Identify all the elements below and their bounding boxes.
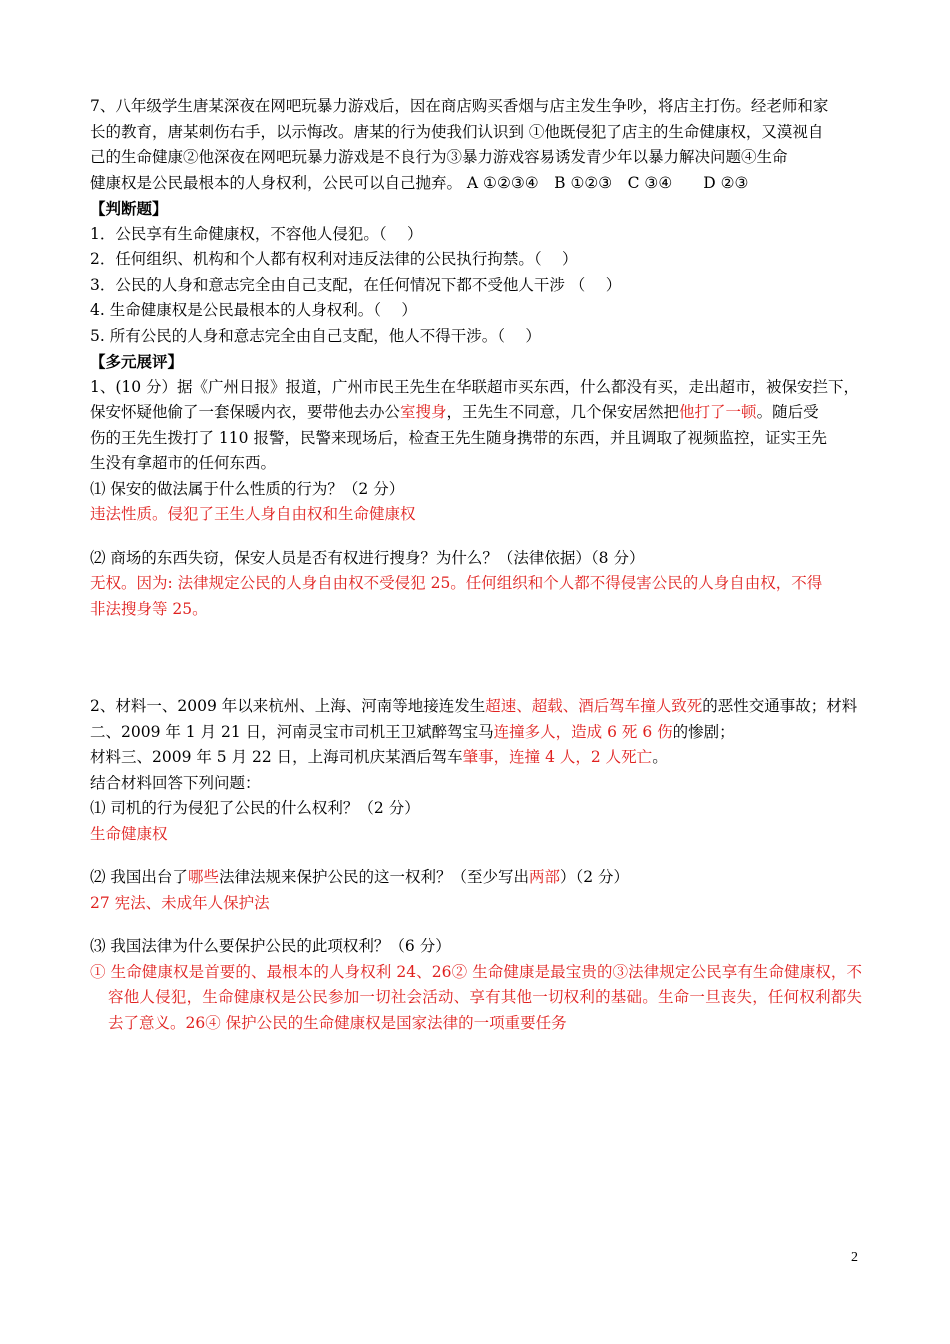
m1-highlight-search: 室搜身: [400, 403, 447, 421]
m2-line-3-text-c: 。: [652, 748, 668, 766]
q7-line-4: 健康权是公民最根本的人身权利，公民可以自己抛弃。 A ①②③④ B ①②③ C ③④ D ②③: [90, 173, 749, 192]
m2-question-2-text-c: 法律法规来保护公民的这一权利？（至少写出: [218, 868, 529, 886]
m2-line-1: [90, 694, 862, 720]
m2-line-4: 结合材料回答下列问题：: [90, 773, 261, 792]
m1-line-4: 生没有拿超市的任何东西。: [90, 454, 277, 472]
judge-item-4: 4. 生命健康权是公民最根本的人身权利。（ ）: [90, 301, 417, 319]
page-number: 2: [851, 1250, 858, 1265]
m2-highlight-accident: 肇事，连撞 4 人，2 人死亡: [462, 748, 653, 766]
m2-question-2: [90, 865, 862, 891]
q7-line-1: 7、八年级学生唐某深夜在网吧玩暴力游戏后，因在商店购买香烟与店主发生争吵，将店主打伤。经老师和家: [90, 97, 829, 115]
judge-item-1: 1．公民享有生命健康权，不容他人侵犯。（ ）: [90, 224, 423, 243]
m1-question-2: ⑵ 商场的东西失窃，保安人员是否有权进行搜身？为什么？（法律依据）（8 分）: [90, 548, 645, 567]
spacer: [90, 528, 862, 546]
judge-item-5: 5. 所有公民的人身和意志完全由自己支配，他人不得干涉。（ ）: [90, 326, 541, 345]
m2-highlight-causes: 超速、超载、酒后驾车撞人致死: [485, 697, 703, 715]
m1-line-1: 1、(10 分）据《广州日报》报道，广州市民王先生在华联超市买东西，什么都没有买，走出超市，被保安拦下，: [90, 377, 860, 396]
m2-line-2-text-c: 的惨剧；: [672, 722, 735, 741]
m1-line-2-text-c: ，王先生不同意，几个保安居然把: [446, 403, 680, 421]
m1-answer-2-line-1: 无权。因为: 法律规定公民的人身自由权不受侵犯 25。任何组织和个人都不得侵害公民的人身自由权，不得: [90, 574, 823, 592]
judge-heading: 【判断题】: [90, 199, 168, 218]
spacer: [90, 916, 862, 934]
m2-line-1-text-a: 2、材料一、2009 年以来杭州、上海、河南等地接连发生: [90, 697, 486, 715]
q7-line-2: 长的教育，唐某刺伤右手，以示悔改。唐某的行为使我们认识到 ①他既侵犯了店主的生命健康权，又漠视自: [90, 122, 824, 141]
spacer: [90, 847, 862, 865]
m1-question-1: ⑴ 保安的做法属于什么性质的行为？（2 分）: [90, 479, 405, 498]
m2-question-1: ⑴ 司机的行为侵犯了公民的什么权利？（2 分）: [90, 799, 420, 817]
m2-line-2-text-a: 二、2009 年 1 月 21 日，河南灵宝市司机王卫斌醉驾宝马: [90, 722, 494, 741]
m1-line-2: [90, 400, 862, 426]
m1-answer-1: 违法性质。侵犯了王生人身自由权和生命健康权: [90, 505, 416, 523]
m1-answer-2-line-2: 非法搜身等 25。: [90, 599, 208, 618]
m2-answer-2: 27 宪法、未成年人保护法: [90, 893, 270, 912]
m2-answer-3: ① 生命健康权是首要的、最根本的人身权利 24、26② 生命健康是最宝贵的③法律规定公民享有生命健康权，不容他人侵犯，生命健康权是公民参加一切社会活动、享有其他一切权利的基础。生命一旦丧失，任何权利都失去了意义。26④ 保护公民的生命健康权是国家法律的一项重要任务: [90, 962, 862, 1032]
m1-line-3: 伤的王先生拨打了 110 报警，民警来现场后，检查王先生随身携带的东西，并且调取了视频监控，证实王先: [90, 428, 827, 447]
m2-highlight-two: 两部: [528, 868, 560, 886]
judge-item-3: 3．公民的人身和意志完全由自己支配，在任何情况下都不受他人干涉 （ ）: [90, 275, 622, 294]
m2-question-2-text-e: ）（2 分）: [559, 868, 630, 886]
spacer: [90, 622, 862, 694]
m1-highlight-beat: 他打了一顿: [679, 403, 757, 421]
m2-line-2: [90, 720, 862, 746]
document-body: [90, 94, 862, 1036]
m2-line-3-text-a: 材料三、2009 年 5 月 22 日，上海司机庆某酒后驾车: [90, 748, 463, 766]
m1-line-2-text-a: 保安怀疑他偷了一套保暖内衣，要带他去办公: [90, 403, 401, 421]
m2-highlight-which: 哪些: [187, 868, 219, 886]
m2-answer-1: 生命健康权: [90, 824, 168, 843]
m2-question-2-text-a: ⑵ 我国出台了: [90, 868, 188, 886]
m2-highlight-casualties: 连撞多人，造成 6 死 6 伤: [493, 722, 673, 741]
q7-line-3: 己的生命健康②他深夜在网吧玩暴力游戏是不良行为③暴力游戏容易诱发青少年以暴力解决问题④生命: [90, 148, 788, 166]
m2-line-1-text-c: 的恶性交通事故；材料: [702, 697, 858, 715]
multi-heading: 【多元展评】: [90, 352, 184, 371]
judge-item-2: 2．任何组织、机构和个人都有权利对违反法律的公民执行拘禁。（ ）: [90, 250, 578, 268]
m2-question-3: ⑶ 我国法律为什么要保护公民的此项权利？（6 分）: [90, 937, 451, 955]
m2-line-3: [90, 745, 862, 771]
m1-line-2-text-e: 。随后受: [756, 403, 819, 421]
